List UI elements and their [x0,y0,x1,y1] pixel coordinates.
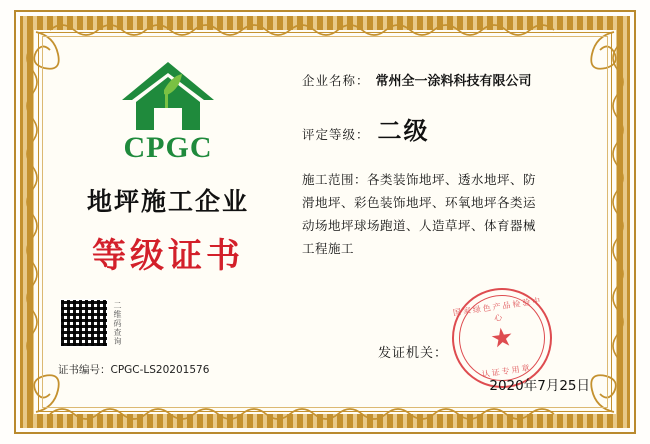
certificate-content [50,44,600,400]
field-value: 二级 [377,117,430,145]
field-value: 各类装饰地坪、透水地坪、防滑地坪、彩色装饰地坪、环氧地坪各类运动场地坪球场跑道、人造草坪、体育器械工程施工 [302,172,537,257]
house-leaf-logo-icon [120,60,216,134]
field-label: 企业名称： [302,73,370,88]
field-construction-scope [302,168,598,261]
certificate-number: 证书编号：CPGC-LS20201576 [58,364,210,376]
qr-block [60,299,122,347]
left-panel [50,50,286,277]
seal-star-icon: ★ [488,321,516,354]
field-grade-level [302,111,598,146]
field-label: 施工范围： [302,172,368,187]
issuer-label: 发证机关： [378,346,449,361]
field-scope-text [302,168,538,261]
qr-code-icon[interactable] [60,299,108,347]
field-value: 常州全一涂料科技有限公司 [375,74,532,89]
logo-text: CPGC [123,131,213,164]
seal-arc-top-text: 国家绿色产品检验中心 [452,296,543,323]
right-panel [302,70,598,261]
qr-code-label: 二维码查询 [113,301,122,346]
seal-arc-bottom-text: 认证专用章 [481,363,533,380]
brand-logo [108,60,228,164]
issue-date: 2020年7月25日 [489,378,590,394]
field-label: 评定等级： [302,127,370,142]
certificate-title-line2: 等级证书 [92,235,244,276]
issuer-block [302,282,596,392]
field-company-name [302,70,598,89]
certificate-title-line1: 地坪施工企业 [86,186,249,216]
